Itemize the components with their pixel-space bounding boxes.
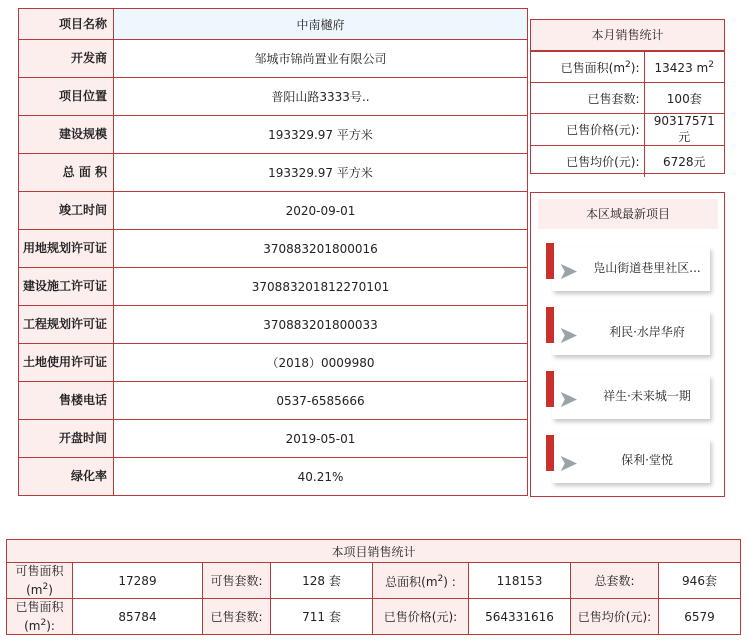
sold-price-label: 已售价格(元): (373, 599, 469, 635)
sold-price-value: 90317571元 (644, 114, 724, 146)
info-label: 工程规划许可证 (19, 306, 114, 344)
info-row (19, 268, 528, 306)
total-area-label: 总面积$(m^2)$ : (373, 563, 469, 599)
recent-project-link[interactable] (546, 307, 716, 359)
recent-project-link[interactable] (546, 243, 716, 295)
info-label: 建设施工许可证 (19, 268, 114, 306)
avail-units-value: 128 套 (271, 563, 373, 599)
project-name: 利民·水岸华府 (609, 325, 685, 339)
info-row (19, 116, 528, 154)
info-label: 开盘时间 (19, 420, 114, 458)
avail-units-label: 可售套数: (203, 563, 271, 599)
info-value: 370883201800033 (114, 306, 528, 344)
sold-units-label: 已售套数: (531, 83, 644, 114)
info-value: 193329.97 平方米 (114, 116, 528, 154)
total-area-value: 118153 (469, 563, 571, 599)
info-row (19, 306, 528, 344)
info-row (19, 154, 528, 192)
info-row (19, 9, 528, 40)
info-value: 0537-6585666 (114, 382, 528, 420)
recent-project-link[interactable] (546, 371, 716, 423)
avg-price-label: 已售均价(元): (531, 146, 644, 177)
recent-project-link[interactable] (546, 435, 716, 487)
avail-area-label: 可售面积$(m^2)$ (7, 563, 73, 599)
avg-price-label: 已售均价(元): (571, 599, 659, 635)
red-tab-marker (546, 371, 554, 407)
info-label: 建设规模 (19, 116, 114, 154)
info-row (19, 420, 528, 458)
info-row (19, 192, 528, 230)
info-label: 竣工时间 (19, 192, 114, 230)
sold-area-label: 已售面积$(m^2)$: (7, 599, 73, 635)
info-row (19, 344, 528, 382)
total-units-value: 946套 (659, 563, 741, 599)
sold-price-label: 已售价格(元): (531, 114, 644, 146)
info-row (19, 382, 528, 420)
red-tab-marker (546, 307, 554, 343)
project-sales-title: 本项目销售统计 (7, 540, 741, 563)
info-value: 中南樾府 (114, 9, 528, 40)
info-value: 40.21% (114, 458, 528, 496)
sold-units-value: 100套 (644, 83, 724, 114)
info-row (19, 458, 528, 496)
info-value: 2020-09-01 (114, 192, 528, 230)
cursor-arrow-icon: ➤ (558, 449, 579, 477)
info-value: 邹城市锦尚置业有限公司 (114, 40, 528, 78)
project-name: 凫山街道巷里社区... (593, 261, 701, 275)
cursor-arrow-icon: ➤ (558, 385, 579, 413)
info-label: 开发商 (19, 40, 114, 78)
monthly-sales-panel (530, 19, 725, 174)
info-row (19, 230, 528, 268)
cursor-arrow-icon: ➤ (558, 257, 579, 285)
info-value: （2018）0009980 (114, 344, 528, 382)
red-tab-marker (546, 435, 554, 471)
info-value: 2019-05-01 (114, 420, 528, 458)
info-row (19, 78, 528, 116)
total-units-label: 总套数: (571, 563, 659, 599)
info-value: 370883201812270101 (114, 268, 528, 306)
info-label: 用地规划许可证 (19, 230, 114, 268)
recent-projects-panel (530, 192, 725, 497)
sold-area-value: 13423 $m^2$ (644, 52, 724, 83)
project-sales-table (6, 539, 741, 635)
info-row (19, 40, 528, 78)
sold-area-label: 已售面积$(m^2)$: (531, 52, 644, 83)
project-info-table (18, 8, 528, 496)
info-value: 370883201800016 (114, 230, 528, 268)
info-label: 售楼电话 (19, 382, 114, 420)
info-value: 普阳山路3333号.. (114, 78, 528, 116)
info-label: 土地使用许可证 (19, 344, 114, 382)
red-tab-marker (546, 243, 554, 279)
info-label: 项目位置 (19, 78, 114, 116)
avg-price-value: 6728元 (644, 146, 724, 177)
sold-units-label: 已售套数: (203, 599, 271, 635)
project-name: 保利·堂悦 (621, 453, 673, 467)
avg-price-value: 6579 (659, 599, 741, 635)
info-label: 项目名称 (19, 9, 114, 40)
info-value: 193329.97 平方米 (114, 154, 528, 192)
info-label: 绿化率 (19, 458, 114, 496)
sold-area-value: 85784 (73, 599, 203, 635)
avail-area-value: 17289 (73, 563, 203, 599)
recent-projects-title: 本区域最新项目 (538, 199, 718, 229)
info-label: 总 面 积 (19, 154, 114, 192)
sold-units-value: 711 套 (271, 599, 373, 635)
cursor-arrow-icon: ➤ (558, 321, 579, 349)
monthly-sales-title: 本月销售统计 (531, 20, 724, 51)
sold-price-value: 564331616 (469, 599, 571, 635)
project-name: 祥生·未来城一期 (603, 389, 691, 403)
